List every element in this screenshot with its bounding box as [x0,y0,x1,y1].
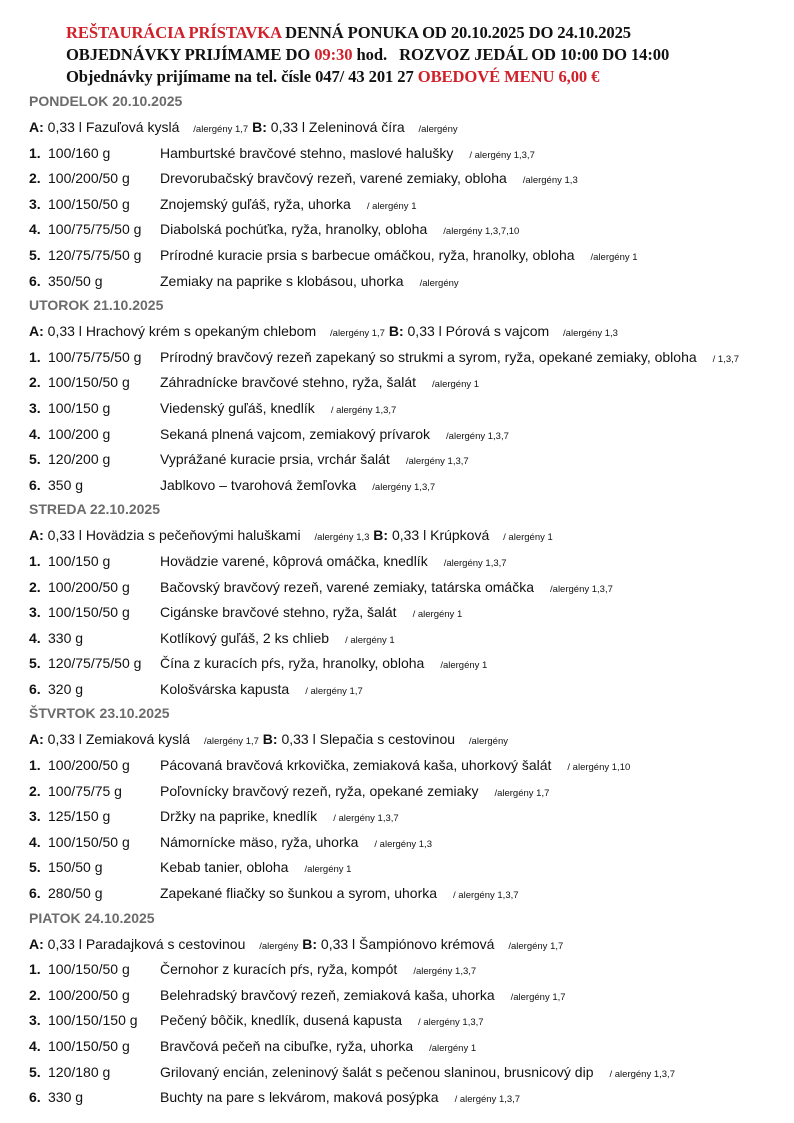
meal-item [29,983,789,1009]
meal-weight: 100/150/150 g [48,1012,138,1029]
meal-allergens: /alergény 1,7 [494,787,550,799]
meal-dish [160,983,566,1011]
meal-dish [160,1060,675,1088]
meal-number: 5. [29,246,41,263]
meal-number: 1. [29,961,41,978]
soup-a-name: Hovädzia s pečeňovými haluškami [85,527,301,544]
meal-item [29,881,789,907]
meal-item [29,1085,789,1111]
meal-dish [160,345,739,373]
meal-number: 3. [29,399,41,416]
soup-b-volume: 0,33 l [281,731,316,748]
meal-allergens: /alergény 1,3,7 [372,481,436,493]
meal-dish [160,677,363,705]
soup-b-label: B: [373,527,389,544]
soup-a-name: Hrachový krém s opekaným chlebom [85,323,317,340]
soup-b-name: Šampiónovo krémová [359,935,495,952]
meal-dish-name: Znojemský guľáš, ryža, uhorka [160,195,351,212]
soup-b-label: B: [262,731,278,748]
meal-dish-name: Pácovaná bravčová krkovička, zemiaková kaša, uhorkový šalát [160,757,552,774]
meal-dish-name: Drevorubačský bravčový rezeň, varené zemiaky, obloha [160,170,507,187]
meal-weight: 120/75/75/50 g [48,246,142,263]
meal-dish [160,549,507,577]
meal-weight: 120/200 g [48,451,111,468]
meal-dish-name: Viedenský guľáš, knedlík [160,399,315,416]
meal-allergens: / alergény 1,3,7 [454,1094,521,1106]
meal-number: 5. [29,451,41,468]
meal-dish [160,830,432,858]
day-section [29,90,789,294]
meal-dish-name: Zemiaky na paprike s klobásou, uhorka [160,272,404,289]
meal-number: 2. [29,374,41,391]
day-title: STREDA 22.10.2025 [29,501,160,518]
soup-b-label: B: [388,323,404,340]
meal-allergens: /alergény 1,3,7 [446,430,509,442]
meal-number: 4. [29,833,41,850]
meal-weight: 100/150/50 g [48,1038,130,1054]
meal-allergens: /alergény 1,3,7 [405,456,469,468]
soup-a-name: Paradajková s cestovinou [85,935,246,952]
meal-dish [160,166,578,194]
meal-item [29,855,789,881]
meal-allergens: /alergény 1 [429,1043,477,1054]
meal-dish [160,269,459,297]
meal-number: 6. [29,885,41,902]
header-line-2 [66,44,786,66]
meal-dish [160,855,351,883]
meal-weight: 320 g [48,680,84,697]
meal-weight: 100/200 g [48,425,111,442]
meal-weight: 100/75/75/50 g [48,221,142,238]
day-title: PONDELOK 20.10.2025 [29,93,183,109]
meal-item [29,166,789,192]
meal-allergens: / alergény 1,3,7 [333,813,399,825]
meal-item [29,779,789,805]
meal-item [29,422,789,448]
meal-item [29,217,789,243]
soup-a-volume: 0,33 l [47,731,82,748]
meal-dish-name: Hovädzie varené, kôprová omáčka, knedlík [160,552,428,569]
meal-allergens: / alergény 1,7 [305,685,363,697]
header-line-3 [66,66,786,88]
meal-item [29,447,789,473]
meal-weight: 280/50 g [48,885,103,902]
meal-allergens: / alergény 1 [412,609,463,621]
meal-item [29,370,789,396]
meal-dish-name: Držky na paprike, knedlík [160,808,318,825]
meal-weight: 100/160 g [48,144,111,161]
meal-number: 5. [29,655,41,672]
meal-weight: 350 g [48,476,84,493]
orders-deadline-suffix: hod. [356,45,388,64]
meal-dish [160,779,549,807]
meal-weight: 100/150/50 g [48,961,130,978]
meal-dish [160,217,519,245]
meal-number: 1. [29,348,41,365]
soup-b-name: Pórová s vajcom [445,323,550,340]
day-section [29,702,789,906]
meal-allergens: / alergény 1,10 [567,762,631,774]
meal-number: 6. [29,272,41,289]
meal-dish-name: Buchty na pare s lekvárom, maková posýpka [160,1089,439,1106]
meal-number: 2. [29,170,41,187]
meal-weight: 100/150/50 g [48,195,130,212]
meal-dish-name: Námornícke mäso, ryža, uhorka [160,833,359,850]
day-section [29,498,789,702]
meal-dish-name: Kotlíkový guľáš, 2 ks chlieb [160,629,330,646]
soup-b-volume: 0,33 l [270,119,306,135]
meal-item [29,804,789,830]
soup-a-name: Fazuľová kyslá [85,119,180,135]
soup-a-volume: 0,33 l [47,119,82,135]
meal-dish [160,753,630,781]
meal-dish-name: Prírodný bravčový rezeň zapekaný so strukmi a syrom, ryža, opekané zemiaky, obloha [160,348,697,365]
meal-item [29,575,789,601]
meal-weight: 125/150 g [48,808,111,825]
meal-number: 4. [29,1038,41,1054]
meal-item [29,753,789,779]
meal-dish-name: Diabolská pochúťka, ryža, hranolky, obloha [160,221,428,238]
meal-list [29,141,789,295]
meal-number: 4. [29,221,41,238]
meal-allergens: /alergény 1,3,7 [550,583,613,595]
meal-item [29,600,789,626]
meal-weight: 120/180 g [48,1063,111,1080]
meal-allergens: /alergény 1,7 [510,991,566,1003]
soup-a-label: A: [29,935,44,952]
lunch-menu-price: OBEDOVÉ MENU 6,00 € [417,67,600,86]
meal-allergens: /alergény 1,3,7,10 [443,226,520,238]
soup-b-volume: 0,33 l [320,935,356,952]
meal-weight: 100/200/50 g [48,986,130,1003]
soup-b-volume: 0,33 l [407,323,442,340]
meal-list [29,549,789,703]
meal-number: 5. [29,1063,41,1080]
meal-weight: 100/150/50 g [48,833,130,850]
meal-dish-name: Grilovaný encián, zeleninový šalát s pečenou slaninou, brusnicový dip [160,1063,594,1080]
meal-number: 6. [29,476,41,493]
delivery-hours: ROZVOZ JEDÁL OD 10:00 DO 14:00 [399,45,670,64]
meal-item [29,396,789,422]
meal-allergens: / alergény 1,3,7 [330,404,397,416]
meal-dish-name: Bravčová pečeň na cibuľke, ryža, uhorka [160,1038,414,1054]
meal-number: 2. [29,578,41,595]
meal-allergens: /alergény 1,3,7 [443,557,507,569]
meal-number: 1. [29,552,41,569]
meal-weight: 120/75/75/50 g [48,655,142,672]
soup-b-allergens: / alergény 1 [503,532,553,544]
meal-item [29,830,789,856]
meal-dish [160,422,509,450]
meal-dish [160,396,396,424]
meal-dish-name: Belehradský bravčový rezeň, zemiaková kaša, uhorka [160,986,495,1003]
soup-b-allergens: /alergény [418,124,458,135]
meal-allergens: /alergény 1 [432,379,480,391]
meal-dish [160,243,638,271]
meal-dish [160,575,613,603]
meal-dish-name: Cigánske bravčové stehno, ryža, šalát [160,604,397,621]
day-section [29,294,789,498]
meal-dish-name: Hamburtské bravčové stehno, maslové halušky [160,144,454,161]
meal-item [29,677,789,703]
meal-allergens: /alergény 1 [440,660,488,672]
meal-weight: 100/200/50 g [48,170,130,187]
soup-a-volume: 0,33 l [47,323,82,340]
meal-dish-name: Sekaná plnená vajcom, zemiakový prívarok [160,425,431,442]
meal-weight: 100/75/75 g [48,782,122,799]
meal-dish [160,447,469,475]
meal-dish-name: Bačovský bravčový rezeň, varené zemiaky, tatárska omáčka [160,578,535,595]
soup-a-label: A: [29,527,44,544]
day-section [29,907,789,1111]
phone-info: Objednávky prijímame na tel. čísle 047/ 43 201 27 [66,67,414,86]
meal-number: 6. [29,680,41,697]
soup-a-volume: 0,33 l [47,527,82,544]
meal-allergens: /alergény 1 [304,864,352,876]
meal-allergens: /alergény 1 [590,251,638,263]
weekly-menu [29,90,789,1111]
meal-weight: 100/75/75/50 g [48,348,142,365]
meal-dish-name: Zapekané fliačky so šunkou a syrom, uhorka [160,885,438,902]
soup-b-label: B: [302,935,318,952]
meal-allergens: / alergény 1 [366,200,417,212]
meal-dish [160,192,416,220]
meal-number: 4. [29,629,41,646]
meal-item [29,626,789,652]
meal-allergens: / 1,3,7 [712,353,740,365]
orders-deadline-time: 09:30 [314,45,353,64]
soup-b-volume: 0,33 l [391,527,427,544]
meal-allergens: / alergény 1,3,7 [453,890,519,902]
meal-number: 3. [29,808,41,825]
meal-list [29,753,789,907]
meal-number: 3. [29,604,41,621]
meal-item [29,243,789,269]
orders-deadline-prefix: OBJEDNÁVKY PRIJÍMAME DO [66,45,311,64]
soup-row [29,727,789,753]
meal-dish-name: Vyprážané kuracie prsia, vrchár šalát [160,451,390,468]
meal-dish [160,600,462,628]
menu-header [66,22,786,88]
meal-number: 3. [29,195,41,212]
meal-item [29,192,789,218]
meal-number: 2. [29,782,41,799]
meal-dish-name: Záhradnícke bravčové stehno, ryža, šalát [160,374,417,391]
meal-number: 1. [29,144,41,161]
meal-allergens: / alergény 1,3,7 [469,149,535,161]
meal-dish [160,1008,484,1036]
soup-a-volume: 0,33 l [47,935,82,952]
meal-dish [160,473,435,501]
meal-dish [160,651,487,679]
meal-dish [160,141,535,169]
meal-item [29,345,789,371]
meal-weight: 100/150 g [48,399,111,416]
meal-item [29,1008,789,1034]
meal-number: 4. [29,425,41,442]
meal-dish-name: Prírodné kuracie prsia s barbecue omáčkou, ryža, hranolky, obloha [160,246,575,263]
soup-row [29,115,789,141]
meal-dish [160,804,399,832]
header-line-1 [66,22,786,44]
meal-weight: 100/150/50 g [48,604,130,621]
meal-item [29,269,789,295]
meal-allergens: / alergény 1 [345,634,395,646]
meal-dish [160,370,479,398]
menu-date-range: DENNÁ PONUKA OD 20.10.2025 DO 24.10.2025 [285,23,631,42]
restaurant-name: REŠTAURÁCIA PRÍSTAVKA [66,23,282,42]
meal-item [29,549,789,575]
meal-item [29,1060,789,1086]
meal-dish [160,881,519,909]
soup-b-allergens: /alergény [468,736,509,748]
soup-a-label: A: [29,119,44,135]
soup-row [29,523,789,549]
meal-list [29,345,789,499]
meal-number: 1. [29,757,41,774]
meal-dish-name: Kebab tanier, obloha [160,859,289,876]
meal-number: 2. [29,986,41,1003]
meal-dish-name: Poľovnícky bravčový rezeň, ryža, opekané zemiaky [160,782,479,799]
meal-weight: 150/50 g [48,859,103,876]
meal-allergens: /alergény 1,3,7 [413,966,477,978]
meal-number: 6. [29,1089,41,1106]
meal-allergens: /alergény 1,3 [522,175,578,187]
soup-b-allergens: /alergény 1,7 [508,940,564,952]
soup-b-label: B: [252,119,267,135]
meal-dish-name: Čína z kuracích pŕs, ryža, hranolky, obloha [160,655,425,672]
soup-a-label: A: [29,323,44,340]
meal-item [29,473,789,499]
meal-dish [160,1085,520,1113]
meal-dish-name: Jablkovo – tvarohová žemľovka [160,476,357,493]
soup-b-name: Slepačia s cestovinou [319,731,456,748]
soup-a-name: Zemiaková kyslá [85,731,191,748]
meal-number: 5. [29,859,41,876]
meal-allergens: /alergény [419,277,459,289]
meal-dish-name: Černohor z kuracích pŕs, ryža, kompót [160,961,398,978]
meal-weight: 100/150/50 g [48,374,130,391]
meal-allergens: / alergény 1,3,7 [609,1068,675,1080]
soup-b-name: Zeleninová číra [308,119,405,135]
soup-b-name: Krúpková [430,527,490,544]
meal-number: 3. [29,1012,41,1029]
meal-item [29,1034,789,1060]
meal-weight: 100/150 g [48,552,111,569]
meal-weight: 350/50 g [48,272,103,289]
meal-dish [160,626,395,654]
soup-a-allergens: /alergény 1,7 [330,328,385,340]
soup-a-allergens: /alergény 1,7 [193,124,249,135]
meal-allergens: / alergény 1,3,7 [418,1017,484,1029]
soup-row [29,932,789,958]
day-title: ŠTVRTOK 23.10.2025 [29,705,170,722]
day-title: UTOROK 21.10.2025 [29,297,164,314]
soup-row [29,319,789,345]
soup-a-label: A: [29,731,44,748]
meal-weight: 330 g [48,629,84,646]
meal-weight: 330 g [48,1089,84,1106]
soup-b-allergens: /alergény 1,3 [563,328,618,340]
meal-item [29,651,789,677]
meal-item [29,957,789,983]
meal-dish [160,1034,476,1062]
meal-dish-name: Kološvárska kapusta [160,680,290,697]
day-title: PIATOK 24.10.2025 [29,909,155,926]
soup-a-allergens: /alergény 1,7 [203,736,259,748]
meal-weight: 100/200/50 g [48,757,130,774]
meal-weight: 100/200/50 g [48,578,130,595]
meal-dish-name: Pečený bôčik, knedlík, dusená kapusta [160,1012,403,1029]
meal-item [29,141,789,167]
soup-a-allergens: /alergény 1,3 [314,532,370,544]
meal-dish [160,957,476,985]
meal-allergens: / alergény 1,3 [374,838,432,850]
meal-list [29,957,789,1111]
soup-a-allergens: /alergény [259,940,299,952]
